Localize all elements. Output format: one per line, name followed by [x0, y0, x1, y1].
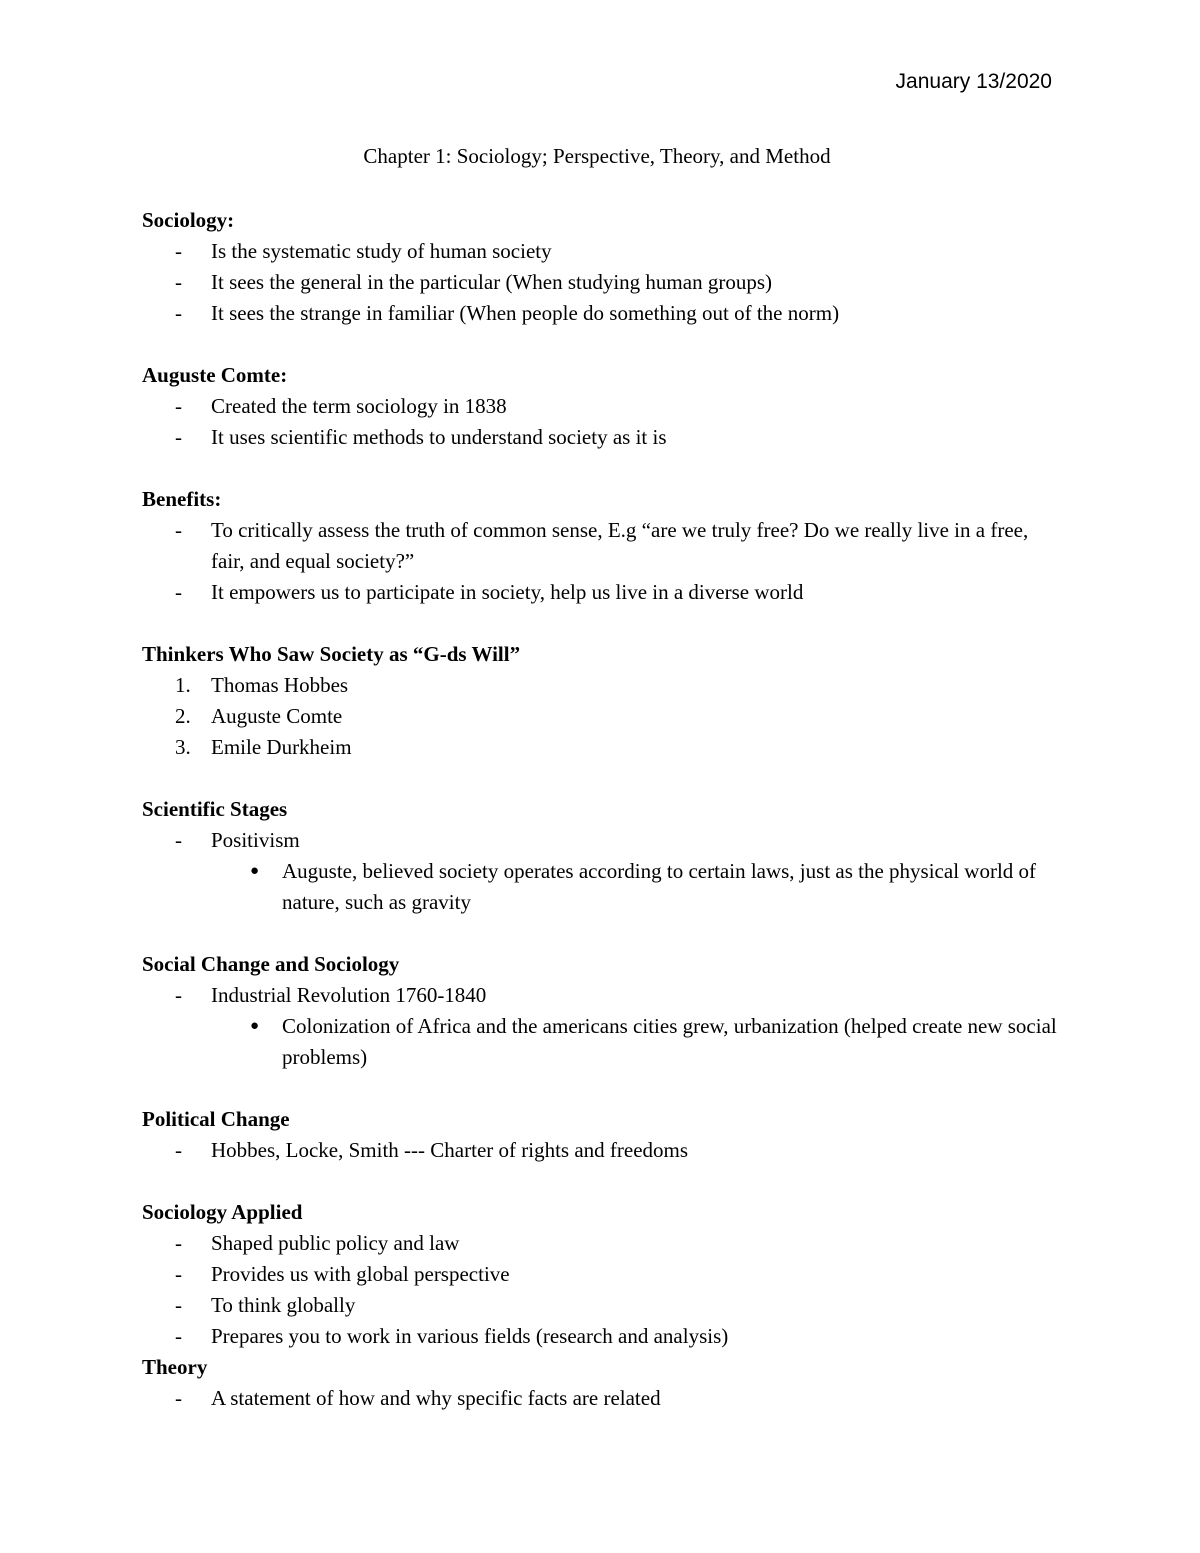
list-item — [142, 1259, 1062, 1290]
dash-marker: - — [175, 1231, 182, 1255]
list-item-text: Hobbes, Locke, Smith --- Charter of rights and freedoms — [211, 1138, 689, 1162]
bullet-icon: ● — [250, 1018, 260, 1034]
dash-marker: - — [175, 983, 182, 1007]
notes-body — [142, 205, 1062, 1445]
section-heading: Benefits: — [142, 487, 222, 511]
number-marker: 1. — [175, 673, 191, 697]
list-item-text: Created the term sociology in 1838 — [211, 394, 507, 418]
dash-marker: - — [175, 425, 182, 449]
document-date: January 13/2020 — [895, 70, 1052, 93]
section-heading: Sociology: — [142, 208, 235, 232]
sub-list-item-text: Auguste, believed society operates according to certain laws, just as the physical world of nature, such as gravity — [282, 859, 1037, 914]
sub-list-item — [142, 1011, 1062, 1073]
list-item-text: It uses scientific methods to understand society as it is — [211, 425, 667, 449]
list-item — [142, 825, 1062, 856]
dash-marker: - — [175, 1324, 182, 1348]
number-marker: 2. — [175, 704, 191, 728]
dash-marker: - — [175, 1262, 182, 1286]
list-item-text: Prepares you to work in various fields (research and analysis) — [211, 1324, 729, 1348]
dash-marker: - — [175, 239, 182, 263]
section-heading: Social Change and Sociology — [142, 952, 400, 976]
list-item-text: Thomas Hobbes — [211, 673, 349, 697]
list-item — [142, 391, 1062, 422]
section-heading: Theory — [142, 1355, 208, 1379]
sub-list-item-text: Colonization of Africa and the americans cities grew, urbanization (helped create new social problems) — [282, 1014, 1057, 1069]
list-item — [142, 1321, 1062, 1352]
dash-marker: - — [175, 828, 182, 852]
section-scientific-stages — [142, 794, 1062, 918]
list-item — [142, 1383, 1062, 1414]
section-thinkers — [142, 639, 1062, 763]
list-item — [142, 236, 1062, 267]
list-item-text: To think globally — [211, 1293, 356, 1317]
list-item-text: It sees the general in the particular (When studying human groups) — [211, 270, 772, 294]
list-item-text: Shaped public policy and law — [211, 1231, 460, 1255]
dash-marker: - — [175, 518, 182, 542]
list-item — [142, 1290, 1062, 1321]
section-political-change — [142, 1104, 1062, 1166]
section-heading: Thinkers Who Saw Society as “G-ds Will” — [142, 642, 521, 666]
dash-marker: - — [175, 580, 182, 604]
list-item — [142, 515, 1062, 577]
section-benefits — [142, 484, 1062, 608]
section-sociology — [142, 205, 1062, 329]
document-title: Chapter 1: Sociology; Perspective, Theory, and Method — [363, 144, 831, 168]
section-heading: Scientific Stages — [142, 797, 288, 821]
list-item-text: Industrial Revolution 1760-1840 — [211, 983, 487, 1007]
section-sociology-applied — [142, 1197, 1062, 1352]
section-heading: Political Change — [142, 1107, 290, 1131]
sub-list-item — [142, 856, 1062, 918]
section-social-change — [142, 949, 1062, 1073]
dash-marker: - — [175, 394, 182, 418]
list-item-text: It empowers us to participate in society, help us live in a diverse world — [211, 580, 804, 604]
number-marker: 3. — [175, 735, 191, 759]
dash-marker: - — [175, 270, 182, 294]
section-heading: Auguste Comte: — [142, 363, 288, 387]
dash-marker: - — [175, 1386, 182, 1410]
list-item — [142, 1228, 1062, 1259]
list-item-text: Is the systematic study of human society — [211, 239, 552, 263]
list-item — [142, 670, 1062, 701]
section-theory — [142, 1352, 1062, 1414]
list-item — [142, 267, 1062, 298]
list-item-text: A statement of how and why specific facts are related — [211, 1386, 661, 1410]
list-item-text: It sees the strange in familiar (When people do something out of the norm) — [211, 301, 840, 325]
section-heading: Sociology Applied — [142, 1200, 303, 1224]
bullet-icon: ● — [250, 863, 260, 879]
list-item-text: Positivism — [211, 828, 300, 852]
list-item — [142, 980, 1062, 1011]
list-item — [142, 701, 1062, 732]
list-item — [142, 577, 1062, 608]
list-item-text: To critically assess the truth of common sense, E.g “are we truly free? Do we really live in a free, fair, and equal society?” — [211, 518, 1029, 573]
list-item — [142, 732, 1062, 763]
section-auguste-comte — [142, 360, 1062, 453]
dash-marker: - — [175, 1138, 182, 1162]
list-item — [142, 422, 1062, 453]
dash-marker: - — [175, 301, 182, 325]
list-item-text: Provides us with global perspective — [211, 1262, 510, 1286]
dash-marker: - — [175, 1293, 182, 1317]
list-item — [142, 1135, 1062, 1166]
list-item — [142, 298, 1062, 329]
list-item-text: Auguste Comte — [211, 704, 343, 728]
list-item-text: Emile Durkheim — [211, 735, 352, 759]
